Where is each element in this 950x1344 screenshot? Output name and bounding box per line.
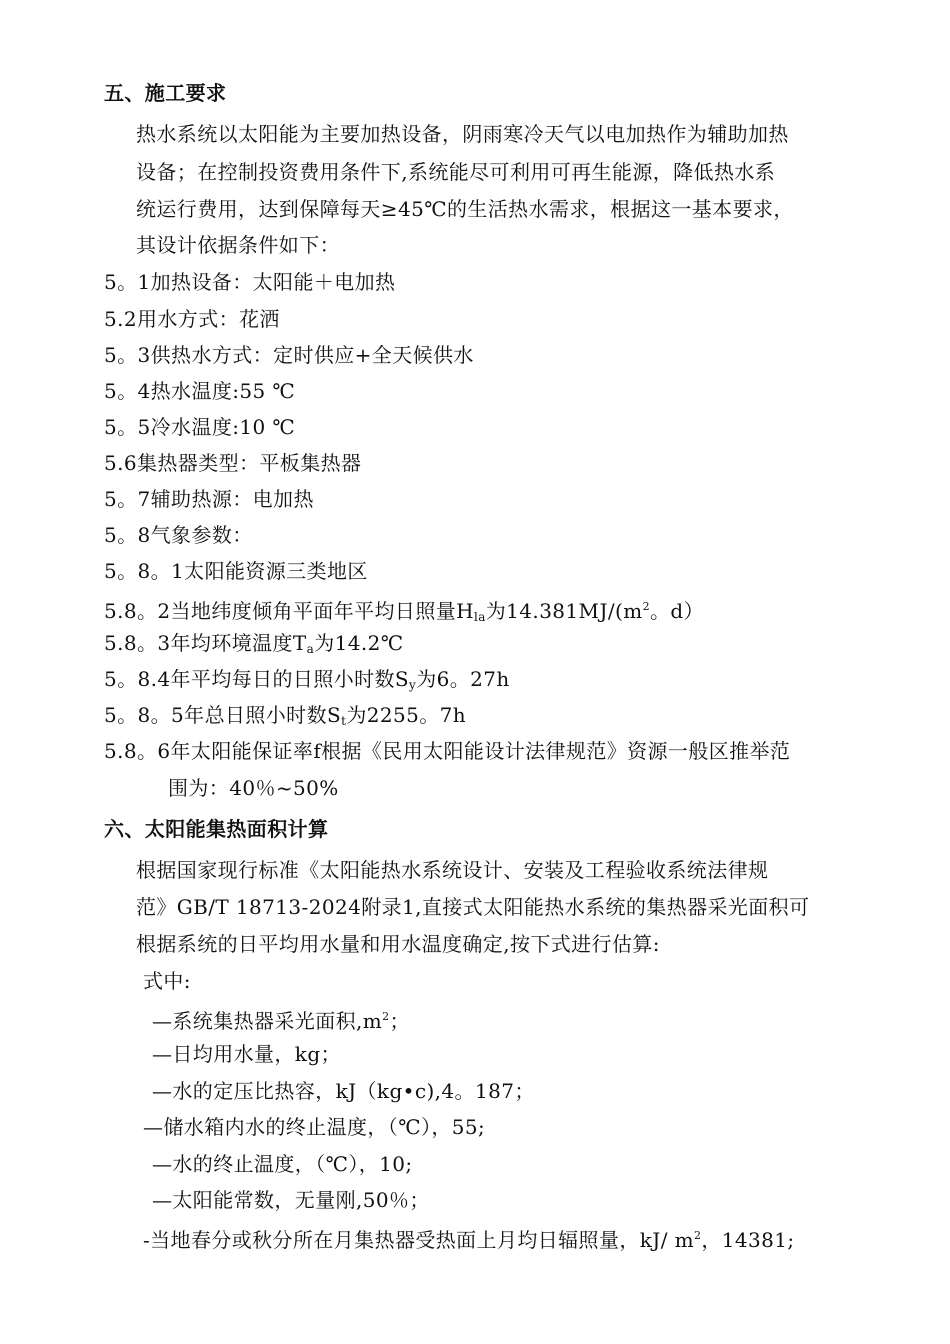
item-5-8-3-value: 为14.2℃ [314, 631, 404, 655]
def-collector-area-text: —系统集热器采光面积,m [152, 1009, 383, 1033]
item-5-8-6-line-2: 围为：40％~50% [168, 776, 339, 800]
def-solar-constant: —太阳能常数，无量刚,50％； [152, 1188, 430, 1212]
item-5-8-4 [104, 665, 510, 699]
item-5-8-4-subscript: y [409, 678, 417, 692]
def-specific-heat: —水的定压比热容，kJ（kg•c),4。187； [152, 1079, 535, 1103]
def-irradiation [143, 1222, 795, 1254]
def-collector-area-superscript: 2 [382, 1010, 390, 1023]
item-5-8-2-subscript: la [473, 610, 486, 624]
item-5-8-1: 5。8。1太阳能资源三类地区 [104, 559, 368, 583]
item-5-8-4-value: 为6。27h [416, 667, 510, 691]
section-6-intro-line-3: 根据系统的日平均用水量和用水温度确定,按下式进行估算: [136, 932, 660, 956]
section-6-intro-line-1: 根据国家现行标准《太阳能热水系统设计、安装及工程验收系统法律规 [136, 858, 769, 882]
def-irradiation-end: ，14381; [701, 1228, 795, 1252]
item-5-8-5-subscript: t [341, 714, 347, 728]
item-5-8-2-text: 5.8。2当地纬度倾角平面年平均日照量H [104, 599, 474, 623]
item-5-8-6-line-1: 5.8。6年太阳能保证率f根据《民用太阳能设计法律规范》资源一般区推举范 [104, 739, 791, 763]
def-daily-water: —日均用水量，kg； [152, 1042, 341, 1066]
item-5-5: 5。5冷水温度:10 ℃ [104, 415, 296, 439]
item-5-8-3-text: 5.8。3年均环境温度T [104, 631, 307, 655]
item-5-8-3 [104, 629, 404, 663]
section-5-heading: 五、施工要求 [104, 81, 227, 105]
item-5-3: 5。3供热水方式：定时供应+全天候供水 [104, 343, 474, 367]
item-5-8: 5。8气象参数： [104, 523, 253, 547]
item-5-8-4-text: 5。8.4年平均每日的日照小时数S [104, 667, 410, 691]
def-irradiation-text: -当地春分或秋分所在月集热器受热面上月均日辐照量，kJ/ m [143, 1228, 694, 1252]
section-5-intro-line-3: 统运行费用，达到保障每天≥45℃的生活热水需求，根据这一基本要求， [136, 197, 794, 221]
item-5-8-2-unit-end: 。d） [649, 599, 704, 623]
item-5-8-3-subscript: a [306, 642, 315, 656]
section-6-intro-line-2: 范》GB/T 18713-2024附录1,直接式太阳能热水系统的集热器采光面积可 [136, 895, 810, 919]
item-5-6: 5.6集热器类型：平板集热器 [104, 451, 362, 475]
section-5-intro-line-2: 设备；在控制投资费用条件下,系统能尽可利用可再生能源，降低热水系 [136, 160, 776, 184]
item-5-8-5-text: 5。8。5年总日照小时数S [104, 703, 342, 727]
section-5-intro-line-1: 热水系统以太阳能为主要加热设备，阴雨寒冷天气以电加热作为辅助加热 [136, 122, 789, 146]
def-collector-area-end: ； [389, 1009, 410, 1033]
def-collector-area [152, 1003, 410, 1035]
item-5-4: 5。4热水温度:55 ℃ [104, 379, 296, 403]
item-5-8-2 [104, 593, 704, 631]
def-water-final-temp: —水的终止温度，（℃），10; [152, 1152, 413, 1176]
item-5-2: 5.2用水方式：花洒 [104, 307, 280, 331]
item-5-8-5 [104, 701, 466, 735]
item-5-1: 5。1加热设备：太阳能＋电加热 [104, 270, 396, 294]
section-5-intro-line-4: 其设计依据条件如下： [136, 233, 340, 257]
def-irradiation-superscript: 2 [693, 1229, 702, 1242]
item-5-8-2-superscript: 2 [642, 600, 650, 613]
item-5-8-5-value: 为2255。7h [346, 703, 467, 727]
section-6-heading: 六、太阳能集热面积计算 [104, 817, 329, 841]
formula-label: 式中: [143, 969, 191, 993]
item-5-8-2-value: 为14.381MJ/(m [485, 599, 643, 623]
item-5-7: 5。7辅助热源：电加热 [104, 487, 314, 511]
def-tank-final-temp: —储水箱内水的终止温度，（℃），55; [143, 1115, 486, 1139]
